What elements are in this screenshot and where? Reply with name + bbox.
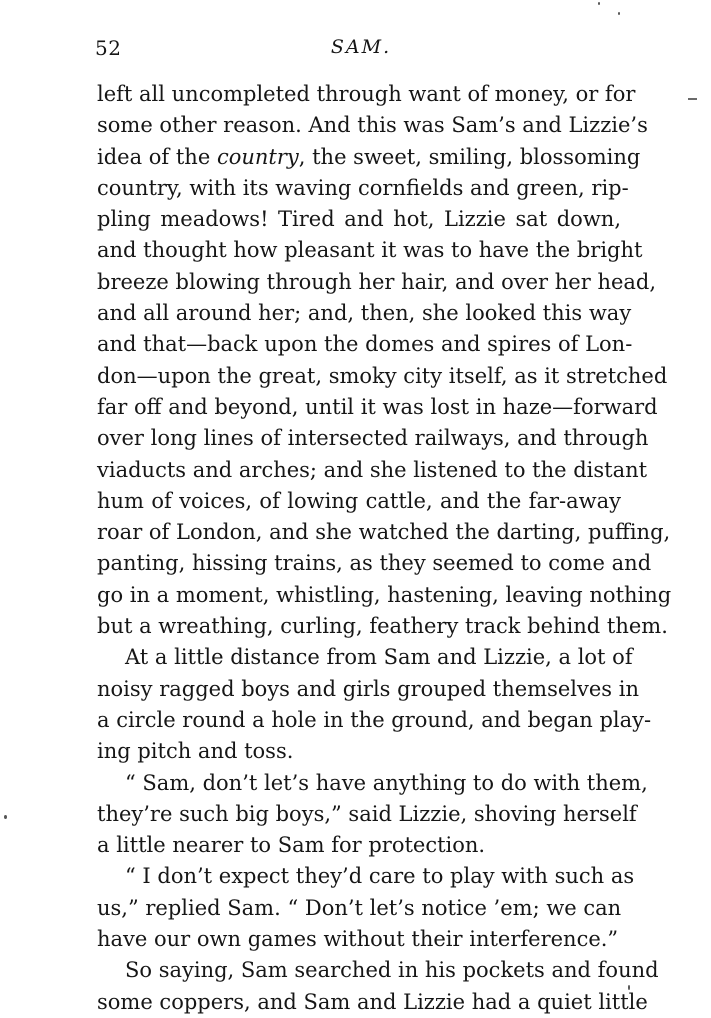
text-line: country, with its waving cornfields and green, rip- [97, 175, 629, 200]
ink-speck [598, 2, 600, 5]
text-line: but a wreathing, curling, feathery track behind them. [97, 614, 668, 639]
page-number: 52 [95, 36, 122, 60]
text-line: over long lines of intersected railways, and through [97, 426, 649, 451]
text-line: and all around her; and, then, she looked this way [97, 301, 632, 326]
text-line: a circle round a hole in the ground, and began play- [97, 707, 652, 732]
text-line: At a little distance from Sam and Lizzie, a lot of [125, 645, 633, 670]
text-segment: , the sweet, smiling, blossoming [298, 144, 641, 169]
text-line: have our own games without their interference.” [97, 927, 619, 952]
paragraph [97, 861, 635, 955]
italic-word: country [216, 144, 299, 169]
margin-mark [688, 98, 697, 100]
text-line: a little nearer to Sam for protection. [97, 833, 486, 858]
text-line: they’re such big boys,” said Lizzie, shoving herself [97, 801, 637, 826]
text-segment: idea of the [97, 144, 217, 169]
page-header [95, 36, 621, 64]
text-line: panting, hissing trains, as they seemed to come and [97, 551, 652, 576]
paragraph [97, 768, 648, 862]
paragraph [97, 642, 652, 767]
text-line: and that—back upon the domes and spires of Lon- [97, 332, 633, 357]
text-line: breeze blowing through her hair, and over her head, [97, 269, 657, 294]
text-line: far off and beyond, until it was lost in haze—forward [97, 394, 658, 419]
paragraph [97, 955, 659, 1018]
text-line: us,” replied Sam. “ Don’t let’s notice ’em; we can [97, 895, 622, 920]
text-line: some other reason. And this was Sam’s and Lizzie’s [97, 113, 648, 138]
text-line: hum of voices, of lowing cattle, and the far-away [97, 488, 621, 513]
text-line [97, 142, 641, 173]
text-line: “ Sam, don’t let’s have anything to do with them, [125, 770, 648, 795]
text-line: ing pitch and toss. [97, 739, 294, 764]
paragraph [97, 79, 672, 642]
text-line: noisy ragged boys and girls grouped themselves in [97, 676, 639, 701]
text-line: don—upon the great, smoky city itself, as it stretched [97, 363, 668, 388]
text-line: pling meadows! Tired and hot, Lizzie sat down, [97, 207, 621, 232]
text-line: So saying, Sam searched in his pockets and found [125, 958, 659, 983]
text-line: viaducts and arches; and she listened to the distant [97, 457, 648, 482]
ink-speck [4, 815, 7, 819]
text-line: left all uncompleted through want of money, or for [97, 82, 636, 106]
text-line: “ I don’t expect they’d care to play with such as [125, 864, 635, 889]
text-line: and thought how pleasant it was to have the bright [97, 238, 643, 263]
ink-speck [628, 985, 630, 990]
text-line: some coppers, and Sam and Lizzie had a quiet little [97, 989, 648, 1014]
running-title: SAM. [330, 36, 392, 58]
ink-speck [618, 12, 620, 15]
body-text [97, 79, 672, 1018]
text-line: roar of London, and she watched the darting, puffing, [97, 520, 671, 545]
text-line: go in a moment, whistling, hastening, leaving nothing [97, 582, 672, 607]
